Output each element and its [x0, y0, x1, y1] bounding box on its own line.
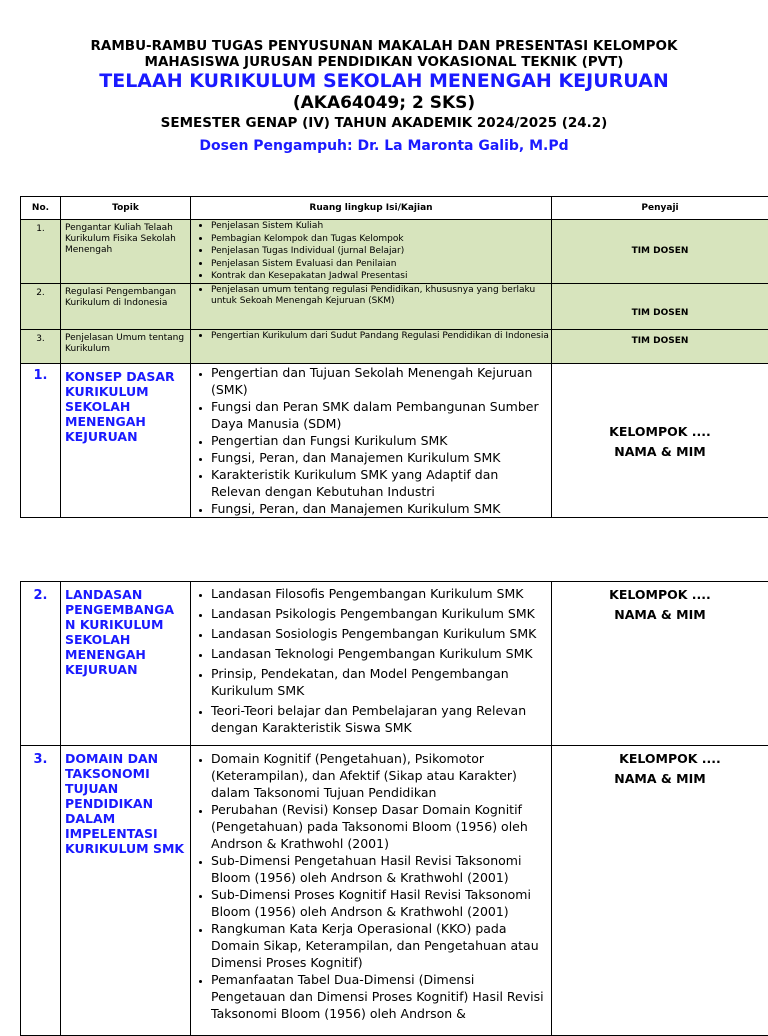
list-item: • Fungsi, Peran, dan Manajemen Kurikulum SMK [211, 500, 547, 517]
document-header [0, 38, 768, 155]
row-scope [191, 220, 552, 284]
list-item: • Teori-Teori belajar dan Pembelajaran yang Relevan dengan Karakteristik Siswa SMK [211, 702, 547, 736]
list-item: • Fungsi dan Peran SMK dalam Pembangunan Sumber Daya Manusia (SDM) [211, 398, 547, 432]
row-topic: Regulasi Pengembangan Kurikulum di Indonesia [61, 283, 191, 329]
table-row [21, 746, 768, 1036]
row-no: 2. [21, 582, 61, 746]
table-header-row [21, 197, 768, 220]
schedule-table-1 [20, 196, 768, 518]
row-topic: DOMAIN DAN TAKSONOMI TUJUAN PENDIDIKAN DALAM IMPELENTASI KURIKULUM SMK [61, 746, 191, 1036]
list-item: • Pembagian Kelompok dan Tugas Kelompok [211, 233, 551, 246]
row-presenter [552, 363, 768, 517]
list-item: • Landasan Teknologi Pengembangan Kurikulum SMK [211, 645, 547, 662]
row-topic: Pengantar Kuliah Telaah Kurikulum Fisika Sekolah Menengah [61, 220, 191, 284]
list-item: • Pemanfaatan Tabel Dua-Dimensi (Dimensi Pengetauan dan Dimensi Proses Kognitif) Hasil Revisi Taksonomi Bloom (1956) oleh Andrson & [211, 971, 547, 1022]
row-scope [191, 283, 552, 329]
semester-line: SEMESTER GENAP (IV) TAHUN AKADEMIK 2024/2025 (24.2) [0, 115, 768, 132]
row-presenter: TIM DOSEN [552, 329, 768, 363]
presenter-names: NAMA & MIM [552, 605, 768, 625]
row-presenter [552, 582, 768, 746]
table-row [21, 363, 768, 517]
course-code: (AKA64049; 2 SKS) [0, 92, 768, 114]
list-item: • Penjelasan Sistem Kuliah [211, 220, 551, 233]
row-scope [191, 363, 552, 517]
list-item: • Karakteristik Kurikulum SMK yang Adaptif dan Relevan dengan Kebutuhan Industri [211, 466, 547, 500]
row-no: 2. [21, 283, 61, 329]
col-header-topic: Topik [61, 197, 191, 220]
table-row [21, 582, 768, 746]
list-item: • Sub-Dimensi Pengetahuan Hasil Revisi Taksonomi Bloom (1956) oleh Andrson & Krathwohl (2001) [211, 852, 547, 886]
list-item: • Penjelasan umum tentang regulasi Pendidikan, khususnya yang berlaku untuk Sekoah Menengah Kejuruan (SKM) [211, 284, 551, 308]
list-item: • Perubahan (Revisi) Konsep Dasar Domain Kognitif (Pengetahuan) pada Taksonomi Bloom (1956) oleh Andrson & Krathwohl (2001) [211, 801, 547, 852]
presenter-names: NAMA & MIM [552, 442, 768, 462]
row-no: 3. [21, 746, 61, 1036]
row-presenter [552, 746, 768, 1036]
row-scope [191, 329, 552, 363]
list-item: • Fungsi, Peran, dan Manajemen Kurikulum SMK [211, 449, 547, 466]
course-title: TELAAH KURIKULUM SEKOLAH MENENGAH KEJURUAN [0, 70, 768, 92]
list-item: • Penjelasan Tugas Individual (jurnal Belajar) [211, 245, 551, 258]
row-scope [191, 582, 552, 746]
row-presenter: TIM DOSEN [552, 220, 768, 284]
table-row [21, 329, 768, 363]
row-scope [191, 746, 552, 1036]
table-row [21, 220, 768, 284]
list-item: • Domain Kognitif (Pengetahuan), Psikomotor (Keterampilan), dan Afektif (Sikap atau Karakter) dalam Taksonomi Tujuan Pendidikan [211, 750, 547, 801]
list-item: • Rangkuman Kata Kerja Operasional (KKO) pada Domain Sikap, Keterampilan, dan Pengetahuan atau Dimensi Proses Kognitif) [211, 920, 547, 971]
list-item: • Pengertian dan Tujuan Sekolah Menengah Kejuruan (SMK) [211, 364, 547, 398]
list-item: • Landasan Sosiologis Pengembangan Kurikulum SMK [211, 625, 547, 642]
list-item: • Kontrak dan Kesepakatan Jadwal Presentasi [211, 270, 551, 283]
table-row [21, 283, 768, 329]
list-item: • Pengertian dan Fungsi Kurikulum SMK [211, 432, 547, 449]
col-header-scope: Ruang lingkup Isi/Kajian [191, 197, 552, 220]
col-header-no: No. [21, 197, 61, 220]
list-item: • Landasan Psikologis Pengembangan Kurikulum SMK [211, 605, 547, 622]
list-item: • Penjelasan Sistem Evaluasi dan Penilaian [211, 258, 551, 271]
row-no: 1. [21, 220, 61, 284]
row-no: 1. [21, 363, 61, 517]
header-line-1: RAMBU-RAMBU TUGAS PENYUSUNAN MAKALAH DAN PRESENTASI KELOMPOK [0, 38, 768, 54]
list-item: • Prinsip, Pendekatan, dan Model Pengembangan Kurikulum SMK [211, 665, 547, 699]
lecturer-line: Dosen Pengampuh: Dr. La Maronta Galib, M.Pd [0, 137, 768, 155]
row-topic: KONSEP DASAR KURIKULUM SEKOLAH MENENGAH KEJURUAN [61, 363, 191, 517]
presenter-group: KELOMPOK .... [552, 422, 768, 442]
row-no: 3. [21, 329, 61, 363]
row-topic: Penjelasan Umum tentang Kurikulum [61, 329, 191, 363]
list-item: • Landasan Filosofis Pengembangan Kurikulum SMK [211, 585, 547, 602]
list-item: • Sub-Dimensi Proses Kognitif Hasil Revisi Taksonomi Bloom (1956) oleh Andrson & Krathwohl (2001) [211, 886, 547, 920]
row-topic: LANDASAN PENGEMBANGA N KURIKULUM SEKOLAH MENENGAH KEJURUAN [61, 582, 191, 746]
presenter-names: NAMA & MIM [552, 769, 768, 789]
col-header-presenter: Penyaji [552, 197, 768, 220]
row-presenter: TIM DOSEN [552, 283, 768, 329]
schedule-table-2 [20, 581, 768, 1036]
list-item: • Pengertian Kurikulum dari Sudut Pandang Regulasi Pendidikan di Indonesia [211, 330, 551, 343]
presenter-group: KELOMPOK .... [552, 585, 768, 605]
presenter-group: KELOMPOK .... [552, 749, 768, 769]
header-line-2: MAHASISWA JURUSAN PENDIDIKAN VOKASIONAL TEKNIK (PVT) [0, 54, 768, 70]
